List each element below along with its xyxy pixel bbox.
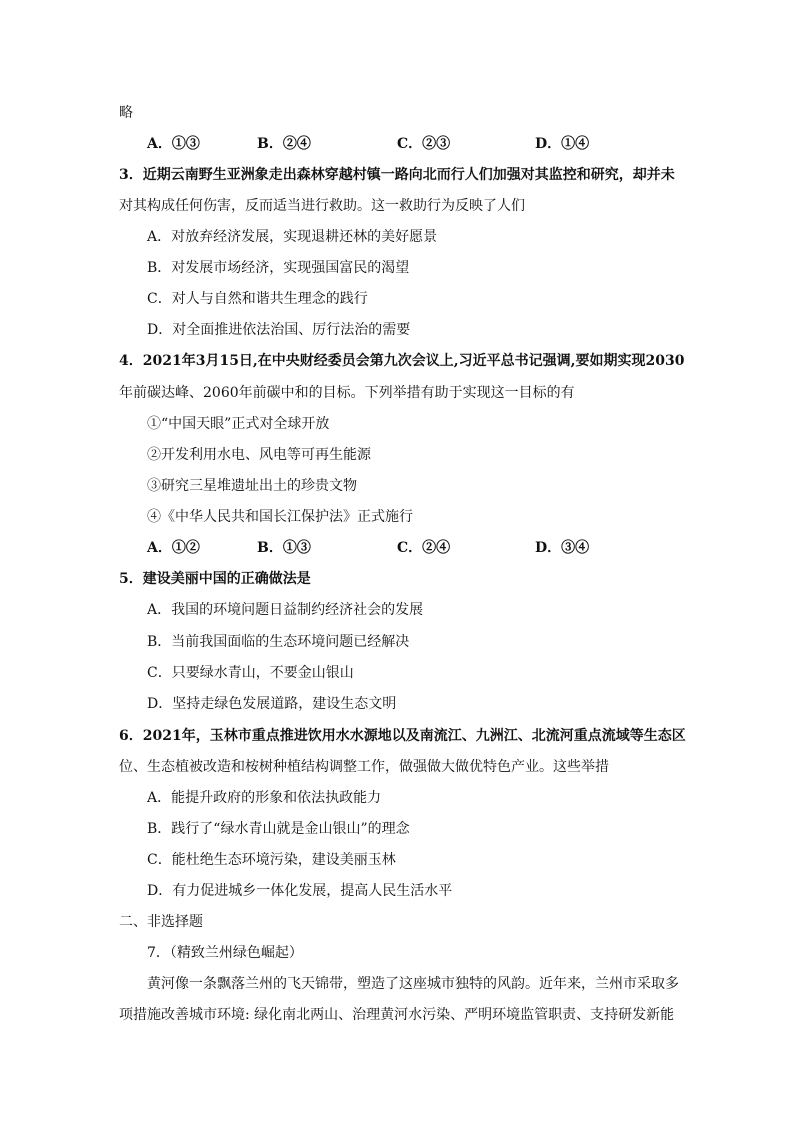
q3-option-b: B．对发展市场经济，实现强国富民的渴望 xyxy=(147,260,410,276)
q4-item-2: ②开发利用水电、风电等可再生能源 xyxy=(147,447,371,463)
q5-option-c: C．只要绿水青山，不要金山银山 xyxy=(147,665,354,681)
option-a: A．①② xyxy=(147,540,200,556)
q6-stem-line-2: 位、生态植被改造和桉树种植结构调整工作，做强做大做优特色产业。这些举措 xyxy=(119,759,609,775)
option-b: B．②④ xyxy=(257,136,311,152)
option-d: D．①④ xyxy=(535,136,590,152)
q7-title: 7．（精致兰州绿色崛起） xyxy=(147,945,303,961)
q6-option-c: C．能杜绝生态环境污染，建设美丽玉林 xyxy=(147,852,396,868)
option-a: A．①③ xyxy=(147,136,200,152)
q6-option-b: B．践行了“绿水青山就是金山银山”的理念 xyxy=(147,821,410,837)
q4-item-4: ④《中华人民共和国长江保护法》正式施行 xyxy=(147,509,413,525)
q4-stem-line-2: 年前碳达峰、2060年前碳中和的目标。下列举措有助于实现这一目标的有 xyxy=(119,385,575,401)
q6-option-a: A．能提升政府的形象和依法执政能力 xyxy=(147,790,382,806)
section-heading: 二、非选择题 xyxy=(119,914,203,930)
q5-option-d: D．坚持走绿色发展道路，建设生态文明 xyxy=(147,696,397,712)
q3-stem-line-2: 对其构成任何伤害，反而适当进行救助。这一救助行为反映了人们 xyxy=(119,198,525,214)
q4-item-1: ①“中国天眼”正式对全球开放 xyxy=(147,416,330,432)
q7-paragraph-line-1: 黄河像一条飘落兰州的飞天锦带，塑造了这座城市独特的风韵。近年来，兰州市采取多 xyxy=(147,976,679,992)
q6-stem-line-1: 6．2021年，玉林市重点推进饮用水水源地以及南流江、九洲江、北流河重点流域等生态区 xyxy=(119,728,686,744)
prev-question-tail: 略 xyxy=(119,105,133,121)
q3-stem-line-1: 3．近期云南野生亚洲象走出森林穿越村镇一路向北而行人们加强对其监控和研究，却并未 xyxy=(119,167,675,183)
option-c: C．②③ xyxy=(397,136,451,152)
q7-paragraph-line-2: 项措施改善城市环境: 绿化南北两山、治理黄河水污染、严明环境监管职责、支持研发新能 xyxy=(119,1007,675,1023)
q4-stem-line-1: 4．2021年3月15日,在中央财经委员会第九次会议上,习近平总书记强调,要如期实现2030 xyxy=(119,353,685,369)
q5-option-b: B．当前我国面临的生态环境问题已经解决 xyxy=(147,634,410,650)
option-d: D．③④ xyxy=(535,540,590,556)
option-b: B．①③ xyxy=(257,540,311,556)
q4-item-3: ③研究三星堆遗址出土的珍贵文物 xyxy=(147,478,357,494)
option-c: C．②④ xyxy=(397,540,451,556)
q5-stem: 5．建设美丽中国的正确做法是 xyxy=(119,571,311,587)
q3-option-d: D．对全面推进依法治国、厉行法治的需要 xyxy=(147,322,411,338)
q6-option-d: D．有力促进城乡一体化发展，提高人民生活水平 xyxy=(147,883,453,899)
q3-option-c: C．对人与自然和谐共生理念的践行 xyxy=(147,291,368,307)
q5-option-a: A．我国的环境问题日益制约经济社会的发展 xyxy=(147,602,424,618)
q3-option-a: A．对放弃经济发展，实现退耕还林的美好愿景 xyxy=(147,229,438,245)
